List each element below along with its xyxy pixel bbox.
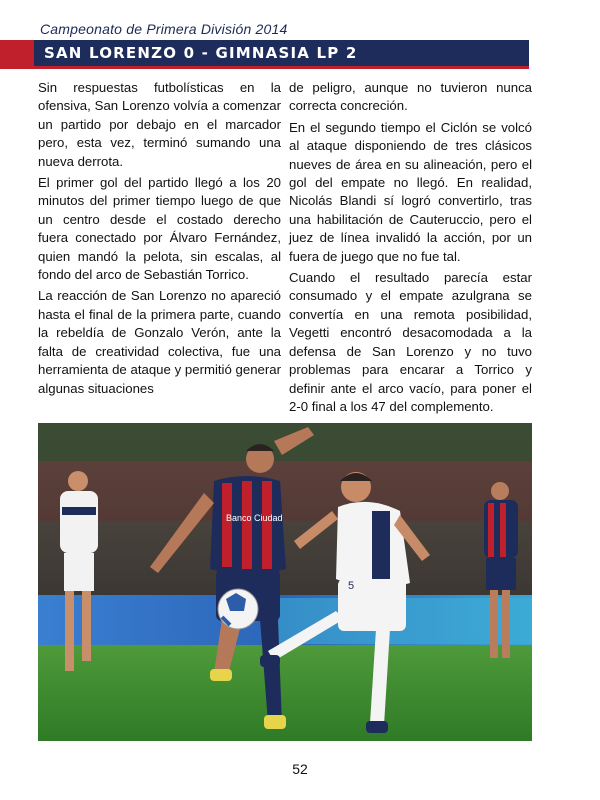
article-body [38, 79, 532, 419]
paragraph: La reacción de San Lorenzo no apareció hasta el final de la primera parte, cuando la rebeldía de Gonzalo Verón, ante la falta de creatividad colectiva, fue una herramienta de ataque y permitió generar algunas situaciones [38, 288, 281, 396]
banner-accent [0, 40, 34, 66]
article-column-2 [289, 79, 532, 419]
section-kicker: Campeonato de Primera División 2014 [40, 21, 288, 37]
paragraph: El primer gol del partido llegó a los 20 minutos del primer tiempo luego de que un centro desde el costado derecho fuera conectado por Álvaro Fernández, quien mandó la pelota, sin escalas, al fondo del arco de Sebastián Torrico. [38, 175, 281, 283]
paragraph: En el segundo tiempo el Ciclón se volcó al ataque disponiendo de tres clásicos nueves de área en su alineación, pero el gol del empate no llegó. En realidad, Nicolás Blandi sí logró convertirlo, tras una habilitación de Cauteruccio, pero el juez de línea invalidó la acción, por un fuera de juego que no fue tal. [289, 119, 532, 264]
match-photo [38, 423, 532, 741]
paragraph: de peligro, aunque no tuvieron nunca correcta concreción. [289, 80, 532, 114]
match-photo-illustration [38, 423, 532, 741]
match-title: SAN LORENZO 0 - GIMNASIA LP 2 [44, 44, 358, 62]
article-column-1 [38, 79, 281, 419]
football [218, 589, 258, 629]
sponsor-text: Banco Ciudad [226, 513, 283, 523]
banner-underline [0, 66, 529, 69]
paragraph: Cuando el resultado parecía estar consumado y el empate azulgrana se convertía en una remota posibilidad, Vegetti encontró desacomodada a la defensa de San Lorenzo y no tuvo problemas para encarar a Torrico y definir ante el arco vacío, para poner el 2-0 final a los 47 del complemento. [289, 270, 532, 414]
shirt-number: 5 [348, 580, 355, 592]
paragraph: Sin respuestas futbolísticas en la ofensiva, San Lorenzo volvía a comenzar un partido por debajo en el marcador pero, esta vez, terminó sumando una nueva derrota. [38, 80, 281, 169]
page-number: 52 [292, 761, 308, 777]
